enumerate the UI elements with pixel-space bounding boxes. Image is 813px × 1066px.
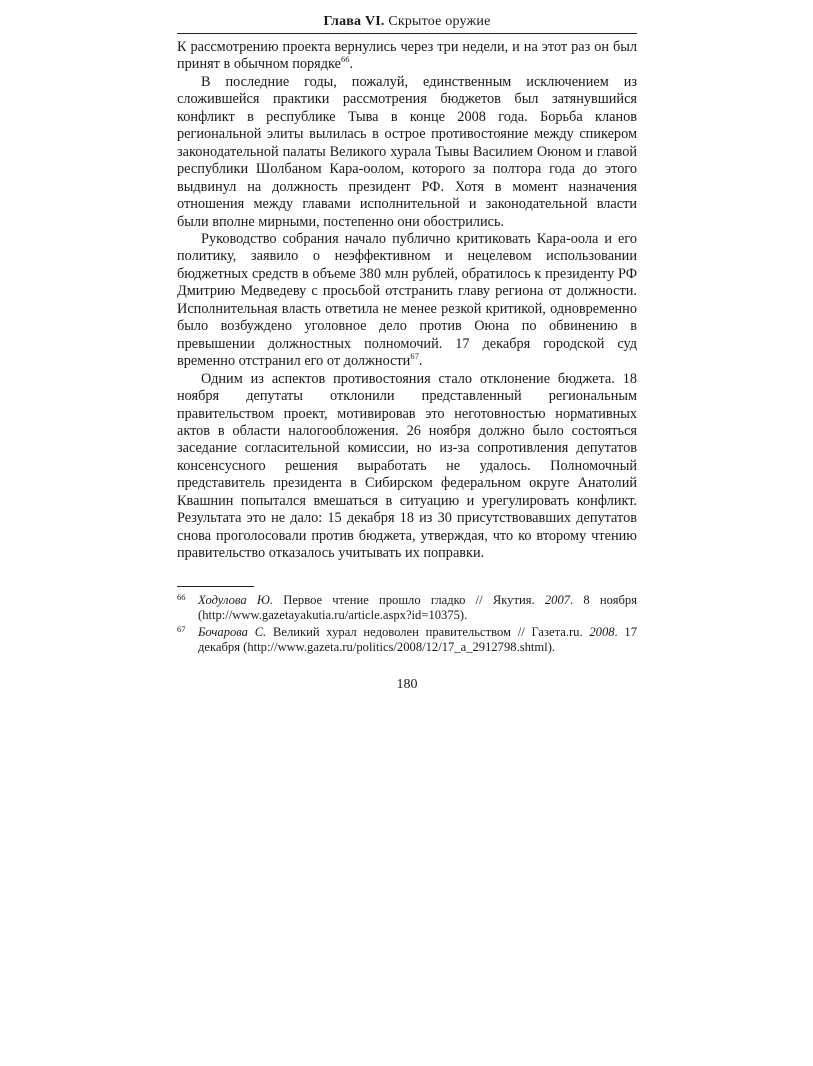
paragraph-tail: . [349, 56, 354, 73]
paragraph-tail: . [418, 353, 423, 370]
footnote-text: . 8 ноября (http://www.gazetayakutia.ru/article.aspx?id=10375). [198, 592, 637, 623]
chapter-title: Скрытое оружие [388, 14, 491, 29]
footnotes [177, 593, 637, 656]
footnote-author: Бочарова С. [198, 624, 267, 639]
paragraph [177, 74, 637, 231]
footnote-author: Ходулова Ю. [198, 592, 274, 607]
paragraph-text: К рассмотрению проекта вернулись через три недели, и на этот раз он был принят в обычном порядке [177, 39, 637, 73]
main-text [177, 39, 637, 563]
footnote-number: 67 [177, 623, 186, 634]
paragraph-text: В последние годы, пожалуй, единственным исключением из сложившейся практики рассмотрения бюджетов был затянувшийся конфликт в республике Тыва в конце 2008 года. Борьба кланов региональной элиты вылилась в острое противостояние между спикером законодательной палаты Великого хурала Тывы Василием Оюном и главой республики Шолбаном Кара-оолом, которого за полтора года до этого выдвинул на должность президент РФ. Хотя в момент назначения отношения между главами исполнительной и законодательной власти были вполне мирными, постепенно они обострились. [177, 73, 637, 230]
footnote-ref[interactable]: 66 [340, 54, 350, 65]
book-page [177, 12, 637, 694]
footnote [177, 625, 637, 656]
page-number: 180 [396, 676, 418, 692]
header-rule [177, 33, 637, 34]
footnote-year: 2008 [589, 624, 615, 639]
footnote [177, 593, 637, 624]
footnote-ref[interactable]: 67 [410, 351, 419, 362]
paragraph [177, 39, 637, 74]
footnote-text: Великий хурал недоволен правительством // Газета.ru. [266, 624, 590, 639]
footnote-rule [177, 586, 254, 587]
footnote-text: Первое чтение прошло гладко // Якутия. [273, 592, 545, 607]
footnote-text: . 17 декабря (http://www.gazeta.ru/politics/2008/12/17_a_2912798.shtml). [198, 624, 637, 655]
footnote-year: 2007 [544, 592, 571, 607]
paragraph [177, 371, 637, 563]
paragraph-text: Одним из аспектов противостояния стало отклонение бюджета. 18 ноября депутаты отклонили представленный региональным правительством проект, мотивировав это неготовностью нормативных актов в области налогообложения. 26 ноября должно было состояться заседание согласительной комиссии, но из-за сопротивления депутатов консенсусного решения выработать не удалось. Полномочный представитель президента в Сибирском федеральном округе Анатолий Квашнин попытался вмешаться в ситуацию и урегулировать конфликт. Результата это не дало: 15 декабря 18 из 30 присутствовавших депутатов снова проголосовали против бюджета, утверждая, что ко второму чтению правительство отказалось учитывать их поправки. [177, 370, 637, 562]
running-head [177, 12, 637, 32]
footnote-number: 66 [177, 591, 186, 602]
paragraph-text: Руководство собрания начало публично критиковать Кара-оола и его политику, заявило о неэффективном и нецелевом использовании бюджетных средств в объеме 380 млн рублей, обратилось к президенту РФ Дмитрию Медведеву с просьбой отстранить главу региона от должности. Исполнительная власть ответила не менее резкой критикой, одновременно было возбуждено уголовное дело против Оюна по обвинению в превышении должностных полномочий. 17 декабря городской суд временно отстранил его от должности [177, 230, 637, 370]
chapter-label: Глава VI. [323, 14, 385, 29]
paragraph [177, 231, 637, 371]
